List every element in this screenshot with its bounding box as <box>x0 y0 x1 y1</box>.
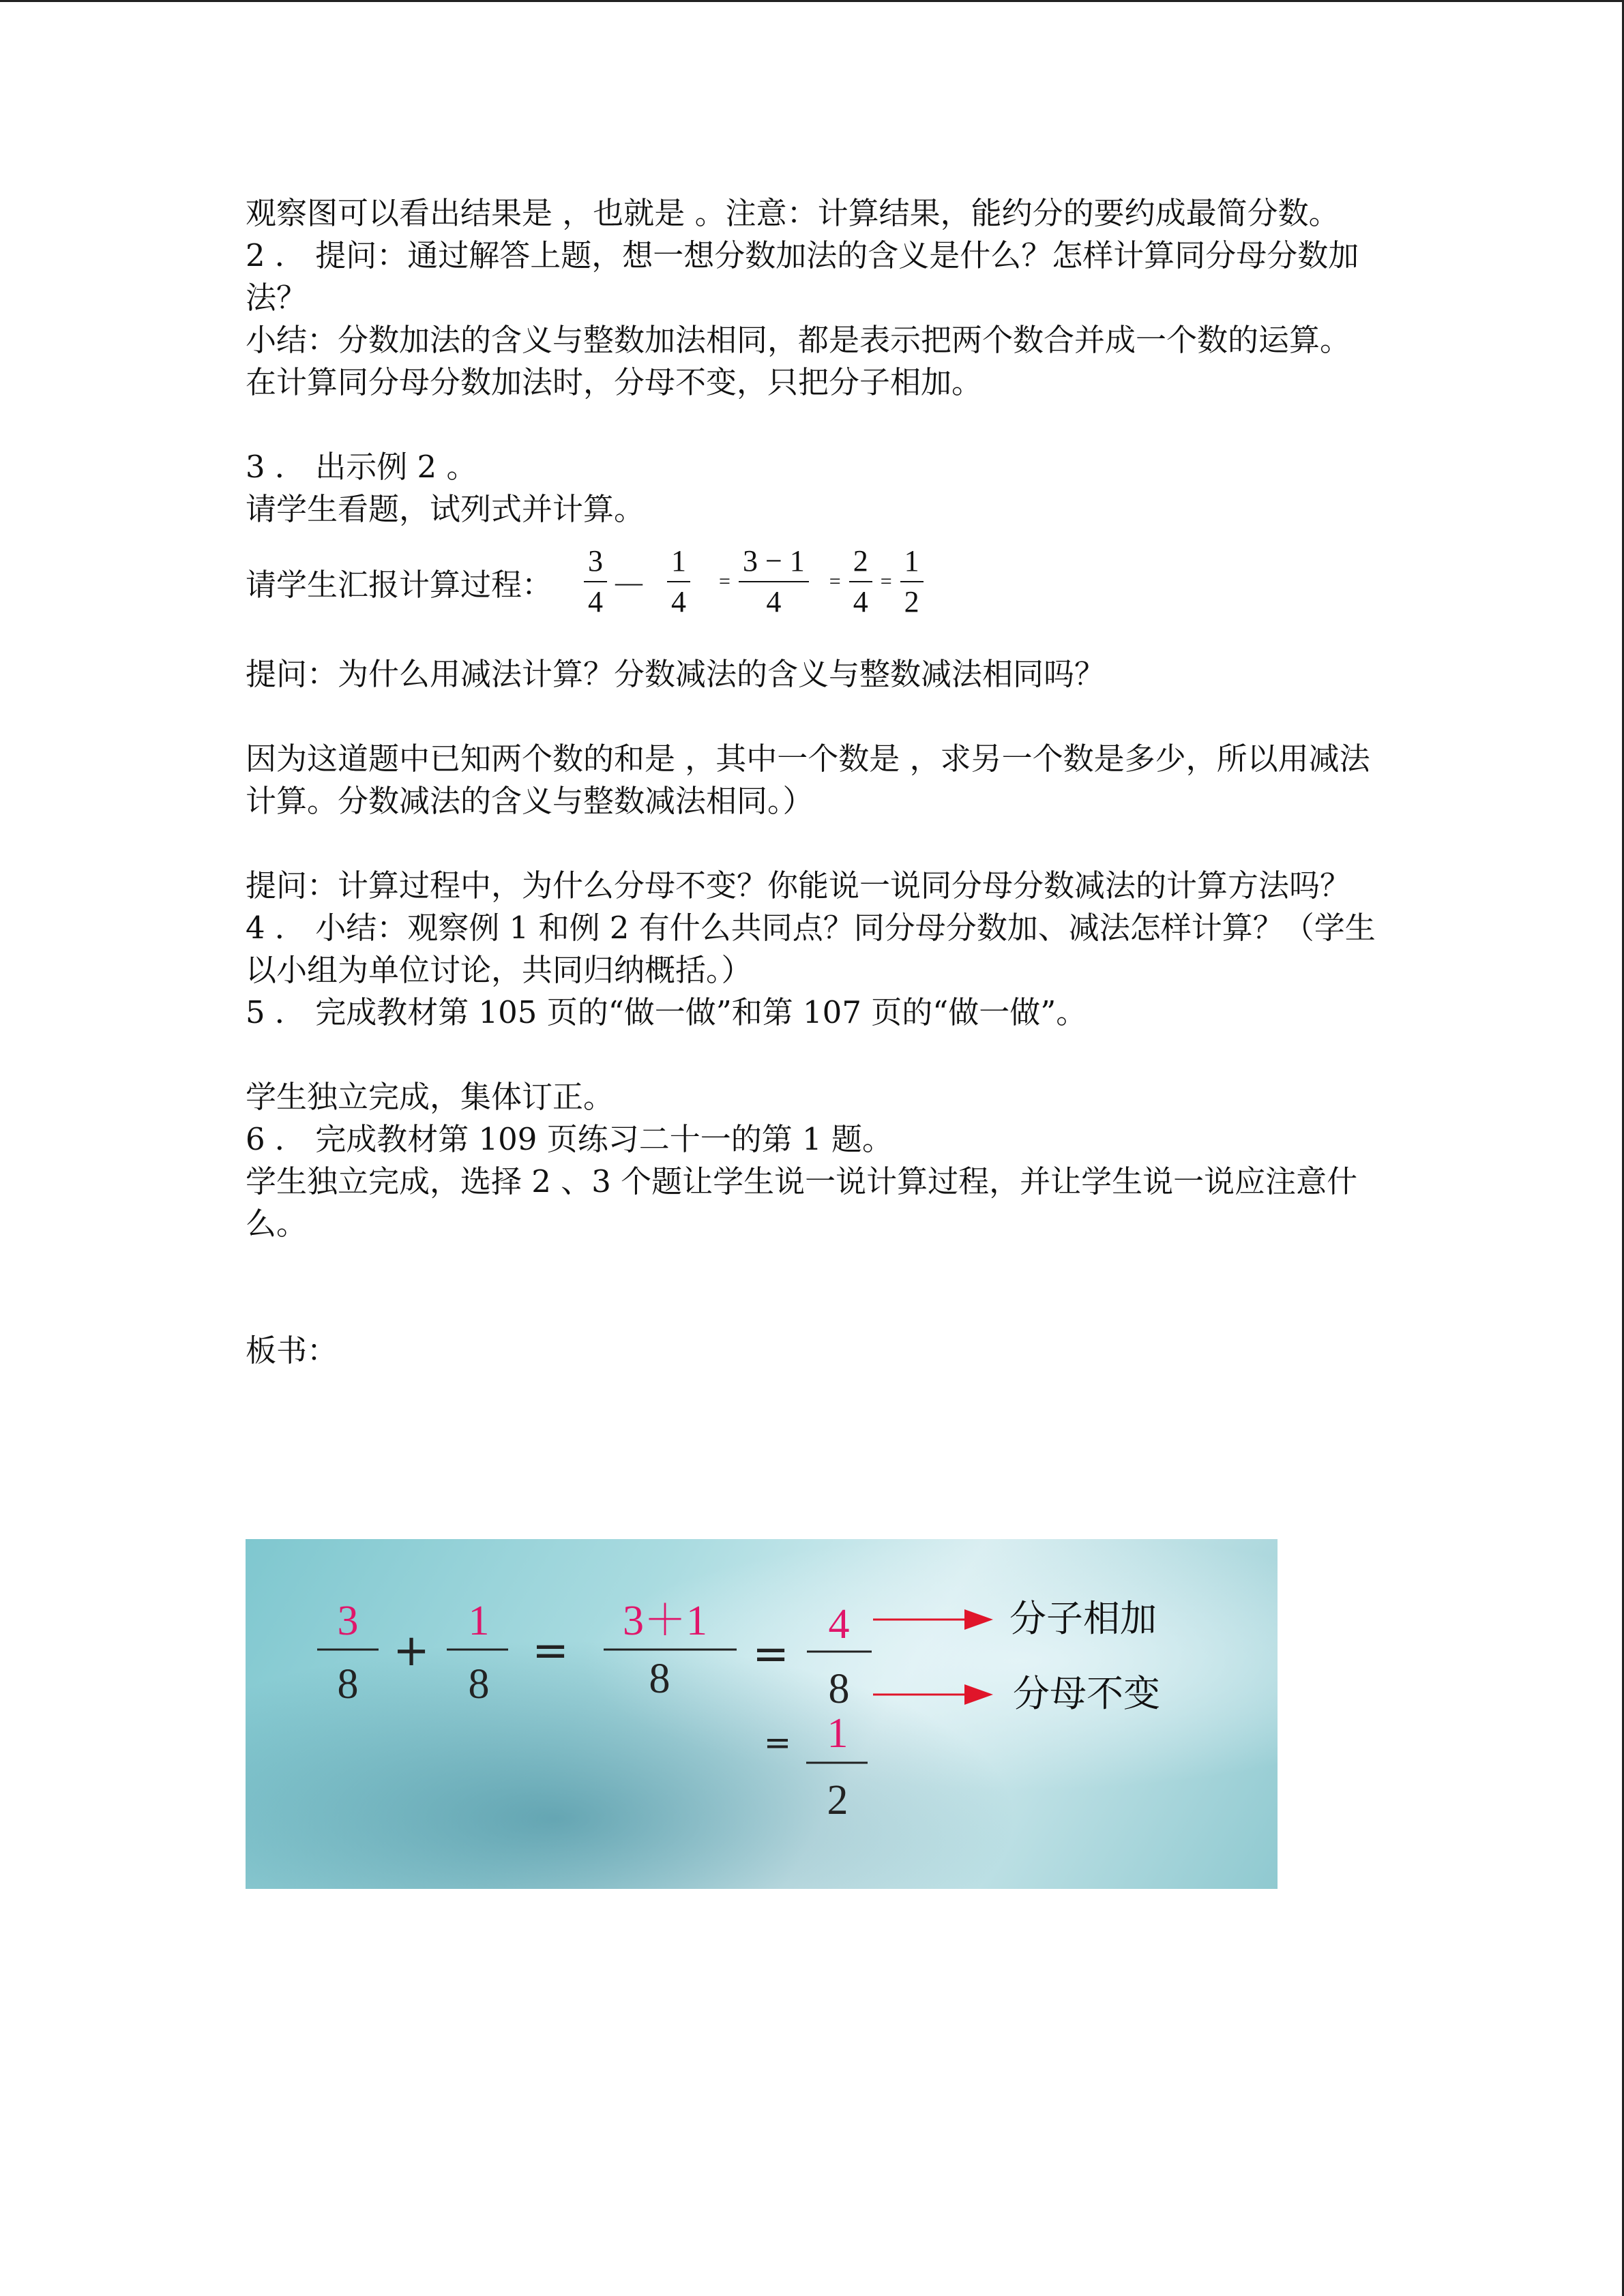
board-denominator-2: 2 <box>827 1777 848 1823</box>
denominator: 4 <box>588 585 604 618</box>
board-label-numerators-add: 分子相加 <box>1009 1597 1157 1640</box>
summary-4: 4 ． 小结：观察例 1 和例 2 有什么共同点？同分母分数加、减法怎样计算？（学生以小组为单位讨论，共同归纳概括。） <box>246 910 1376 988</box>
fraction-3-minus-1-over-4 <box>739 541 809 622</box>
board-plus-sign: + <box>393 1626 430 1676</box>
numerator: 2 <box>853 544 868 578</box>
board-denominator-8: 8 <box>468 1661 490 1708</box>
student-correction: 学生独立完成，集体订正。 <box>246 1079 615 1115</box>
student-independent: 学生独立完成，选择 2 、3 个题让学生说一说计算过程，并让学生说一说应注意什么。 <box>246 1163 1358 1242</box>
answer-subtraction: 因为这道题中已知两个数的和是 ，其中一个数是 ，求另一个数是多少，所以用减法计算。分数减法的含义与整数减法相同。） <box>246 741 1370 819</box>
numerator: 3 − 1 <box>742 544 805 578</box>
board-denominator-8: 8 <box>828 1666 850 1712</box>
denominator: 4 <box>853 585 868 618</box>
board-numerator-3-plus-1: 3＋1 <box>622 1598 708 1644</box>
equation-label: 请学生汇报计算过程： <box>246 566 553 603</box>
paragraph-observe: 观察图可以看出结果是 ，也就是 。注意：计算结果，能约分的要约成最简分数。 <box>246 195 1340 231</box>
board-numerator-1: 1 <box>827 1710 848 1757</box>
task-6: 6 ． 完成教材第 109 页练习二十一的第 1 题。 <box>246 1121 893 1157</box>
board-label: 板书： <box>246 1332 338 1369</box>
paragraph-question-2: 2 ． 提问：通过解答上题，想一想分数加法的含义是什么？怎样计算同分母分数加法？ <box>246 237 1359 316</box>
question-subtraction: 提问：为什么用减法计算？分数减法的含义与整数减法相同吗？ <box>246 656 1106 692</box>
board-numerator-3: 3 <box>337 1598 359 1644</box>
example-2-heading: 3 ． 出示例 2 。 <box>246 449 477 485</box>
example-2-prompt: 请学生看题，试列式并计算。 <box>246 491 645 527</box>
denominator: 2 <box>904 585 919 618</box>
numerator: 3 <box>588 544 604 578</box>
fraction-1-4 <box>667 541 690 622</box>
numerator: 1 <box>671 544 687 578</box>
equals-sign: = <box>829 570 841 593</box>
board-equals-sign: = <box>752 1629 789 1680</box>
fraction-1-2 <box>900 541 924 622</box>
board-denominator-8: 8 <box>649 1656 670 1702</box>
board-numerator-1: 1 <box>468 1598 490 1644</box>
board-equals-sign: = <box>532 1626 569 1676</box>
denominator: 4 <box>766 585 782 618</box>
fraction-3-4 <box>584 541 607 622</box>
board-numerator-4: 4 <box>828 1601 850 1648</box>
board-equals-sign: = <box>763 1724 792 1762</box>
minus-sign: — <box>615 566 643 597</box>
numerator: 1 <box>904 544 919 578</box>
equals-sign: = <box>880 570 892 593</box>
task-5: 5 ． 完成教材第 105 页的“做一做”和第 107 页的“做一做”。 <box>246 994 1087 1030</box>
fraction-2-4 <box>849 541 872 622</box>
paragraph-summary-addition: 小结：分数加法的含义与整数加法相同，都是表示把两个数合并成一个数的运算。在计算同分母分数加法时，分母不变，只把分子相加。 <box>246 322 1351 400</box>
board-equation <box>246 1539 1278 1889</box>
denominator: 4 <box>671 585 687 618</box>
board-denominator-8: 8 <box>337 1661 359 1708</box>
question-denominator: 提问：计算过程中，为什么分母不变？你能说一说同分母分数减法的计算方法吗？ <box>246 867 1351 904</box>
equals-sign: = <box>719 570 730 593</box>
board-label-denominator-same: 分母不变 <box>1013 1672 1160 1715</box>
blackboard-image <box>246 1539 1278 1889</box>
document-body <box>246 192 1378 1372</box>
page-top-border <box>0 0 1624 2</box>
subtraction-equation <box>246 531 1378 633</box>
